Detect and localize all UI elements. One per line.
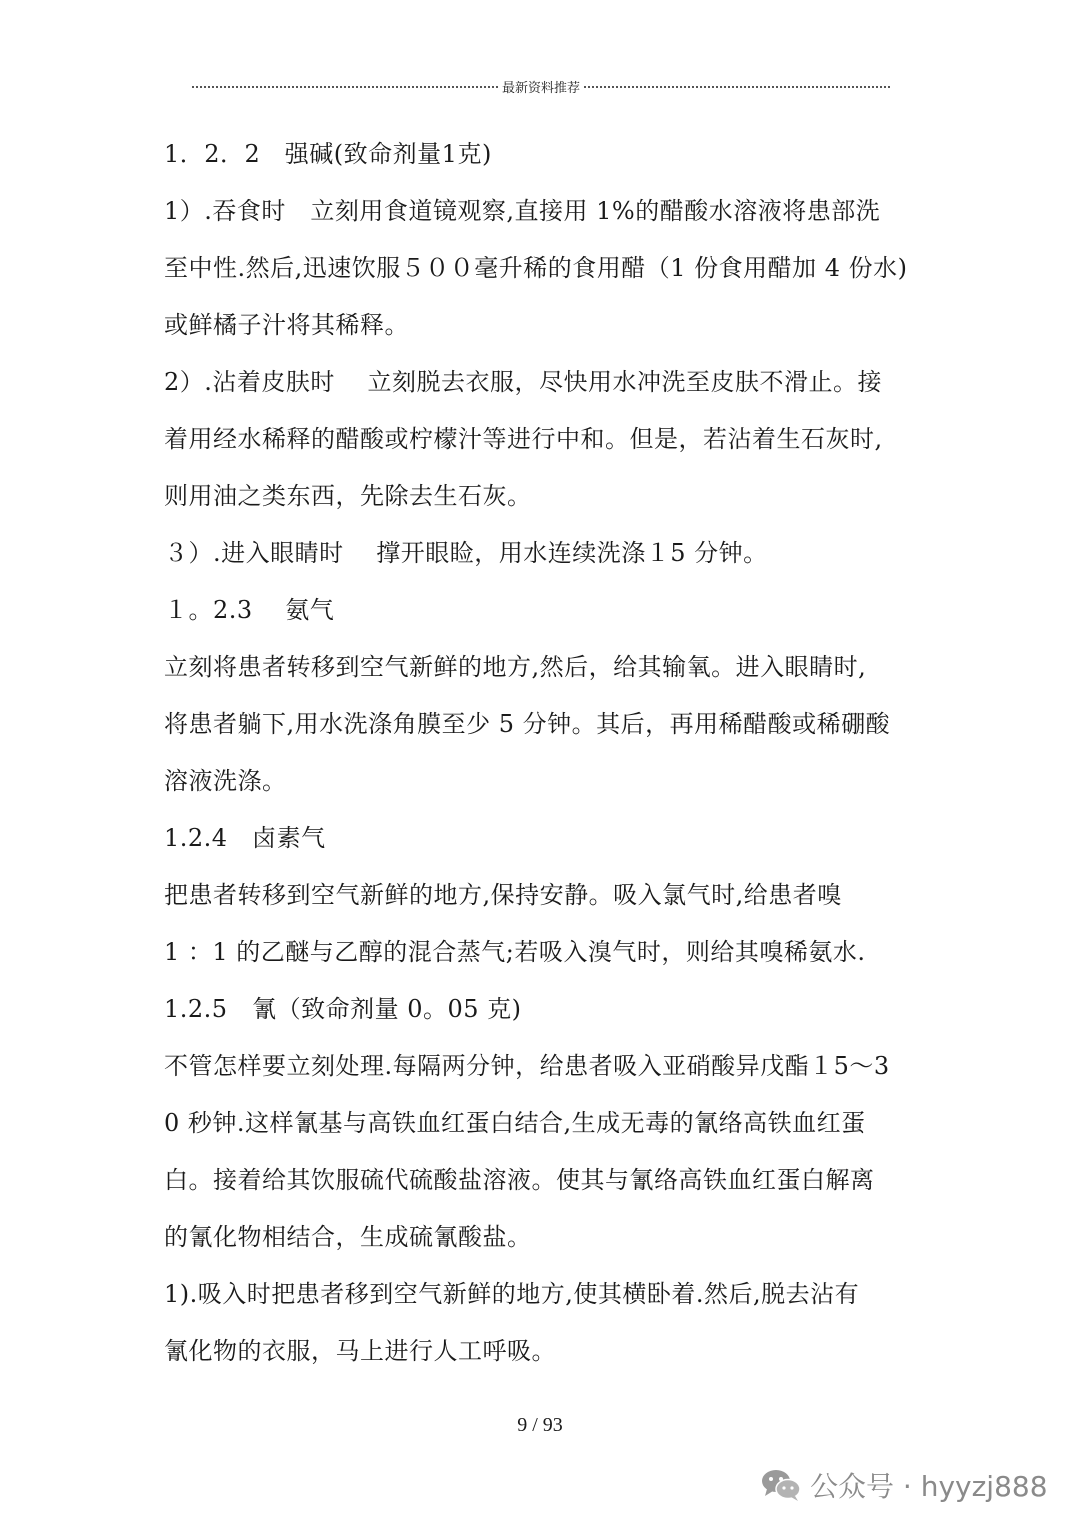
section-heading-1-2-5: 1.2.5 氰（致命剂量 0。05 克) bbox=[164, 995, 522, 1023]
section-heading-1-2-3: １。2.3 氨气 bbox=[164, 596, 335, 624]
paragraph-line: 1 ：1 的乙醚与乙醇的混合蒸气;若吸入溴气时，则给其嗅稀氨水. bbox=[164, 938, 866, 966]
paragraph-line: 将患者躺下,用水洗涤角膜至少 5 分钟。其后，再用稀醋酸或稀硼酸 bbox=[164, 710, 891, 738]
paragraph-line: 至中性.然后,迅速饮服５００毫升稀的食用醋（1 份食用醋加 4 份水) bbox=[164, 254, 908, 282]
watermark-text: 公众号 · hyyzj888 bbox=[810, 1470, 1048, 1503]
paragraph-line: 氰化物的衣服，马上进行人工呼吸。 bbox=[164, 1337, 556, 1365]
paragraph-line: 或鲜橘子汁将其稀释。 bbox=[164, 311, 409, 339]
paragraph-line: 0 秒钟.这样氰基与高铁血红蛋白结合,生成无毒的氰络高铁血红蛋 bbox=[164, 1109, 866, 1137]
paragraph-line: 的氰化物相结合，生成硫氰酸盐。 bbox=[164, 1223, 532, 1251]
section-heading-1-2-2: 1．2．2 强碱(致命剂量1克) bbox=[164, 140, 492, 168]
header-dotted-rule-right bbox=[584, 86, 890, 88]
header-title: 最新资料推荐 bbox=[502, 80, 581, 96]
paragraph-line: 2）.沾着皮肤时 立刻脱去衣服，尽快用水冲洗至皮肤不滑止。接 bbox=[164, 368, 883, 396]
paragraph-line: 把患者转移到空气新鲜的地方,保持安静。吸入氯气时,给患者嗅 bbox=[164, 881, 842, 909]
paragraph-line: 溶液洗涤。 bbox=[164, 767, 287, 795]
paragraph-line: 不管怎样要立刻处理.每隔两分钟，给患者吸入亚硝酸异戊酯１5～3 bbox=[164, 1052, 890, 1080]
document-body bbox=[164, 138, 924, 1392]
paragraph-line: ３）.进入眼睛时 撑开眼睑，用水连续洗涤１5 分钟。 bbox=[164, 539, 768, 567]
paragraph-line: 则用油之类东西，先除去生石灰。 bbox=[164, 482, 532, 510]
paragraph-line: 着用经水稀释的醋酸或柠檬汁等进行中和。但是，若沾着生石灰时, bbox=[164, 425, 883, 453]
paragraph-line: 白。接着给其饮服硫代硫酸盐溶液。使其与氰络高铁血红蛋白解离 bbox=[164, 1166, 875, 1194]
paragraph-line: 立刻将患者转移到空气新鲜的地方,然后，给其输氧。进入眼睛时, bbox=[164, 653, 867, 681]
header-dotted-rule-left bbox=[192, 86, 498, 88]
page-number: 9 / 93 bbox=[517, 1414, 563, 1436]
paragraph-line: 1).吸入时把患者移到空气新鲜的地方,使其横卧着.然后,脱去沾有 bbox=[164, 1280, 860, 1308]
paragraph-line: 1）.吞食时 立刻用食道镜观察,直接用 1%的醋酸水溶液将患部洗 bbox=[164, 197, 881, 225]
watermark bbox=[760, 1462, 1048, 1508]
wechat-icon bbox=[760, 1467, 802, 1503]
page-header bbox=[192, 76, 890, 96]
section-heading-1-2-4: 1.2.4 卤素气 bbox=[164, 824, 326, 852]
